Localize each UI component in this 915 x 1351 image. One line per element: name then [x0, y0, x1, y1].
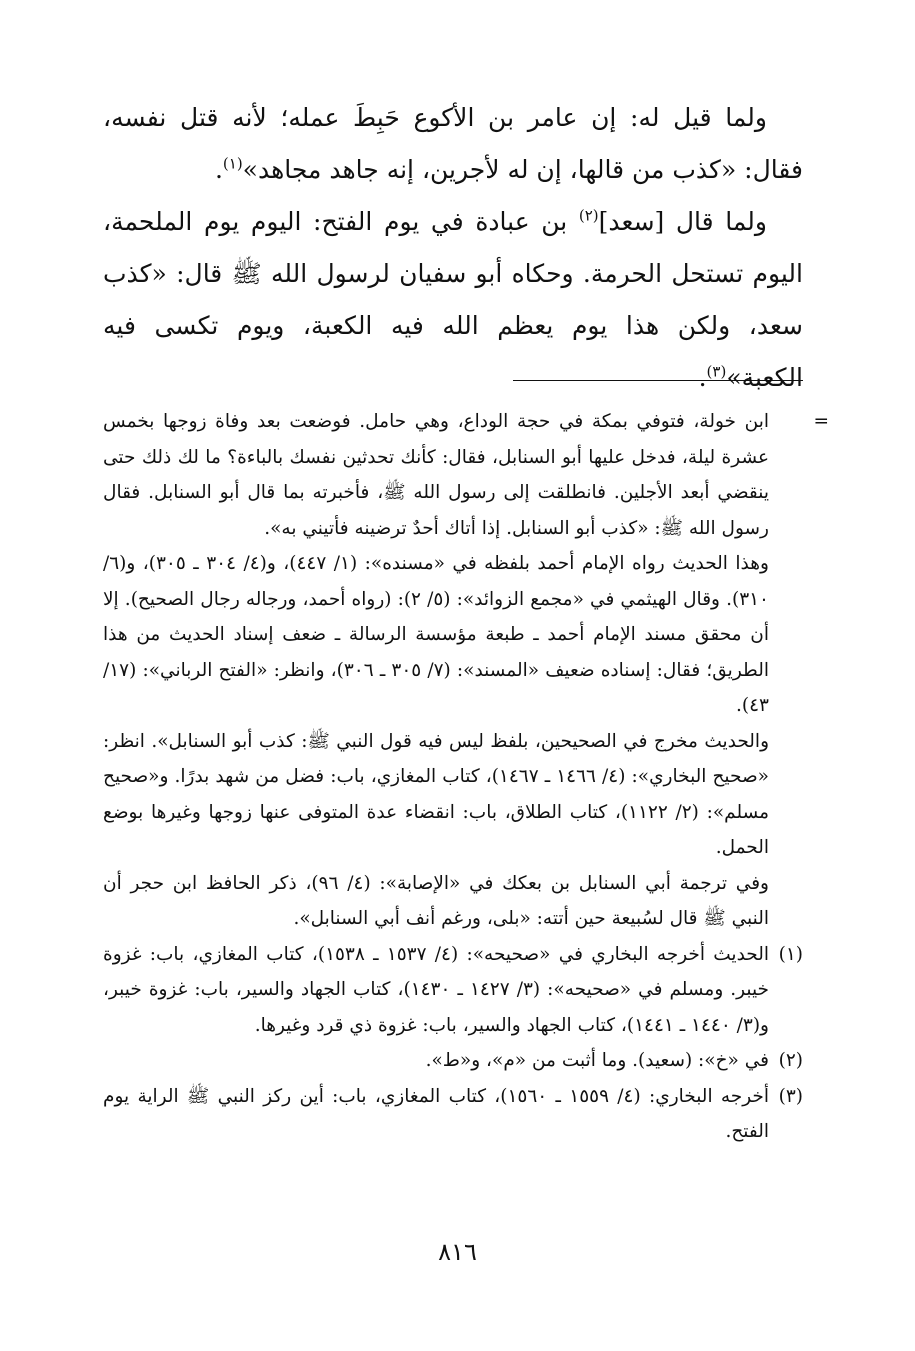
paragraph-2-end: .: [698, 363, 707, 392]
footnote-continued-para: وفي ترجمة أبي السنابل بن بعكك في «الإصابة»: (٤/ ٩٦)، ذكر الحافظ ابن حجر أن النبي ﷺ قال لسُبيعة حين أتته: «بلى، ورغم أنف أبي السنابل».: [103, 872, 769, 929]
paragraph-1-end: .: [214, 155, 223, 184]
footnote-number: (٣): [778, 1085, 803, 1107]
footnote-2: [103, 1043, 803, 1079]
paragraph-2-text-b: بن عبادة في يوم الفتح: اليوم يوم الملحمة، اليوم تستحل الحرمة. وحكاه أبو سفيان لرسول الله ﷺ قال: «كذب سعد، ولكن هذا يوم يعظم الله فيه الكعبة، ويوم تكسى فيه الكعبة»: [103, 207, 803, 392]
footnote-ref-1: (١): [222, 154, 243, 173]
footnote-continued-para: وهذا الحديث رواه الإمام أحمد بلفظه في «مسنده»: (١/ ٤٤٧)، و(٤/ ٣٠٤ ـ ٣٠٥)، و(٦/ ٣١٠). وقال الهيثمي في «مجمع الزوائد»: (٥/ ٢): (رواه أحمد، ورجاله رجال الصحيح). إلا أن محقق مسند الإمام أحمد ـ طبعة مؤسسة الرسالة ـ ضعف إسناد الحديث من هذا الطريق؛ فقال: إسناده ضعيف «المسند»: (٧/ ٣٠٥ ـ ٣٠٦)، وانظر: «الفتح الرباني»: (١٧/ ٤٣).: [103, 553, 769, 716]
footnote-continued-para: ابن خولة، فتوفي بمكة في حجة الوداع، وهي حامل. فوضعت بعد وفاة زوجها بخمس عشرة ليلة، فدخل عليها أبو السنابل، فقال: كأنك تحدثين نفسك بالباءة؟ ما لك ذلك حتى ينقضي أبعد الأجلين. فانطلقت إلى رسول الله ﷺ، فأخبرته بما قال أبو السنابل. فقال رسول الله ﷺ: «كذب أبو السنابل. إذا أتاك أحدٌ ترضينه فأتيني به».: [103, 411, 769, 539]
footnotes: [103, 404, 829, 1150]
paragraph-1-text: ولما قيل له: إن عامر بن الأكوع حَبِطَ عمله؛ لأنه قتل نفسه، فقال: «كذب من قالها، إن له لأجرين، إنه جاهد مجاهد»: [103, 103, 803, 184]
footnote-1: [103, 937, 803, 1044]
footnote-ref-2: (٢): [578, 206, 599, 225]
paragraph-1: [103, 92, 803, 196]
footnote-continued-para: والحديث مخرج في الصحيحين، بلفظ ليس فيه قول النبي ﷺ: كذب أبو السنابل». انظر: «صحيح البخاري»: (٤/ ١٤٦٦ ـ ١٤٦٧)، كتاب المغازي، باب: فضل من شهد بدرًا. و«صحيح مسلم»: (٢/ ١١٢٢)، كتاب الطلاق، باب: انقضاء عدة المتوفى عنها زوجها وغيرها بوضع الحمل.: [103, 730, 769, 858]
footnote-text: أخرجه البخاري: (٤/ ١٥٥٩ ـ ١٥٦٠)، كتاب المغازي، باب: أين ركز النبي ﷺ الراية يوم الفتح.: [103, 1085, 770, 1142]
main-text: [103, 92, 803, 404]
footnote-ref-3: (٣): [706, 362, 727, 381]
footnote-number: (٢): [778, 1050, 803, 1071]
footnote-text: في «خ»: (سعيد). وما أثبت من «م»، و«ط».: [425, 1050, 769, 1071]
paragraph-2-text-a: ولما قال [سعد]: [598, 207, 767, 236]
page-number: ٨١٦: [438, 1238, 477, 1266]
footnote-text: الحديث أخرجه البخاري في «صحيحه»: (٤/ ١٥٣٧ ـ ١٥٣٨)، كتاب المغازي، باب: غزوة خيبر. ومسلم في «صحيحه»: (٣/ ١٤٢٧ ـ ١٤٣٠)، كتاب الجهاد والسير، باب: غزوة خيبر، و(٣/ ١٤٤٠ ـ ١٤٤١)، كتاب الجهاد والسير، باب: غزوة ذي قرد وغيرها.: [103, 943, 769, 1036]
footnote-number: (١): [778, 943, 803, 965]
continuation-mark: =: [813, 411, 829, 432]
paragraph-2: [103, 196, 803, 404]
footnote-continued: [103, 404, 829, 937]
footnote-separator: [513, 380, 803, 381]
footnote-3: [103, 1079, 803, 1150]
